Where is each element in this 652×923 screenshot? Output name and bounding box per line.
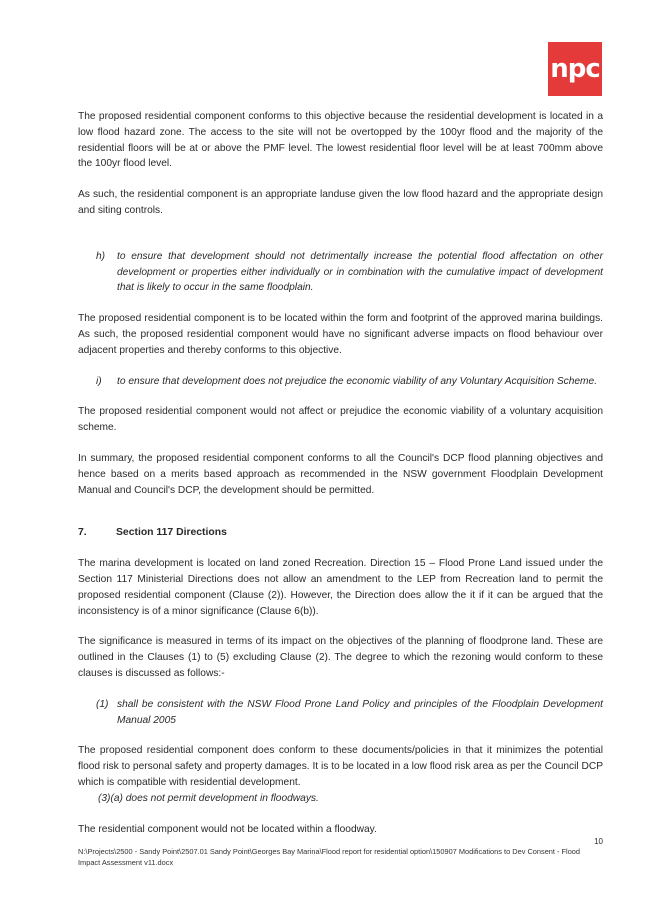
file-path: N:\Projects\2500 - Sandy Point\2507.01 Sandy Point\Georges Bay Marina\Flood report for residential option\150907 Modifications to Dev Consent - Flood Impact Assessment v11.docx xyxy=(78,847,581,867)
section-title: Section 117 Directions xyxy=(116,527,227,539)
npc-logo xyxy=(548,42,602,96)
clause-3a: (3)(a) does not permit development in floodways. xyxy=(98,792,319,804)
paragraph: The proposed residential component is to be located within the form and footprint of the approved marina buildings. As such, the proposed residential component would have no significant adverse impacts on flood behaviour over adjacent properties and thereby conforms to this objective. xyxy=(78,313,603,356)
document-body xyxy=(78,109,603,837)
list-text: to ensure that development does not prejudice the economic viability of any Voluntary Acquisition Scheme. xyxy=(117,375,598,387)
paragraph: The proposed residential component conforms to this objective because the residential development is located in a low flood hazard zone. The access to the site will not be overtopped by the 100yr flood and the majority of the residential floors will be at or above the PMF level. The lowest residential floor level will be at least 700mm above the 100yr flood level. xyxy=(78,111,603,170)
logo-text: npc xyxy=(550,54,600,84)
paragraph: The proposed residential component does conform to these documents/policies in that it minimizes the potential flood risk to personal safety and property damages. It is to be located in a low flood risk area as per the Council DCP which is compatible with residential development. xyxy=(78,745,603,788)
clause-1 xyxy=(78,697,603,729)
paragraph: The proposed residential component would not affect or prejudice the economic viability of a voluntary acquisition scheme. xyxy=(78,406,603,434)
paragraph: As such, the residential component is an appropriate landuse given the low flood hazard and the appropriate design and siting controls. xyxy=(78,189,603,216)
paragraph: The residential component would not be located within a floodway. xyxy=(78,823,377,835)
section-heading xyxy=(78,525,603,541)
list-text: shall be consistent with the NSW Flood Prone Land Policy and principles of the Floodplain Development Manual 2005 xyxy=(117,698,603,726)
list-marker: i) xyxy=(96,375,102,387)
list-marker: h) xyxy=(96,250,106,262)
section-number: 7. xyxy=(78,527,87,539)
paragraph: The significance is measured in terms of its impact on the objectives of the planning of floodprone land. These are outlined in the Clauses (1) to (5) excluding Clause (2). The degree to which the rezoning would conform to these clauses is discussed as follows:- xyxy=(78,636,603,679)
objective-h xyxy=(78,249,603,296)
list-text: to ensure that development should not detrimentally increase the potential flood affectation on other development or properties either individually or in combination with the cumulative impact of development that is likely to occur in the same floodplain. xyxy=(117,250,603,294)
objective-i xyxy=(78,374,603,390)
paragraph: In summary, the proposed residential component conforms to all the Council's DCP flood planning objectives and hence based on a merits based approach as recommended in the NSW government Floodplain Development Manual and Council's DCP, the development should be permitted. xyxy=(78,452,603,496)
page-footer xyxy=(78,836,603,868)
page-number: 10 xyxy=(594,837,603,846)
paragraph: The marina development is located on land zoned Recreation. Direction 15 – Flood Prone Land issued under the Section 117 Ministerial Directions does not allow an amendment to the LEP from Recreation land to permit the proposed residential component (Clause (2)). However, the Direction does allow the it if it can be argued that the inconsistency is of a minor significance (Clause 6(b)). xyxy=(78,558,603,617)
list-marker: (1) xyxy=(96,698,109,710)
